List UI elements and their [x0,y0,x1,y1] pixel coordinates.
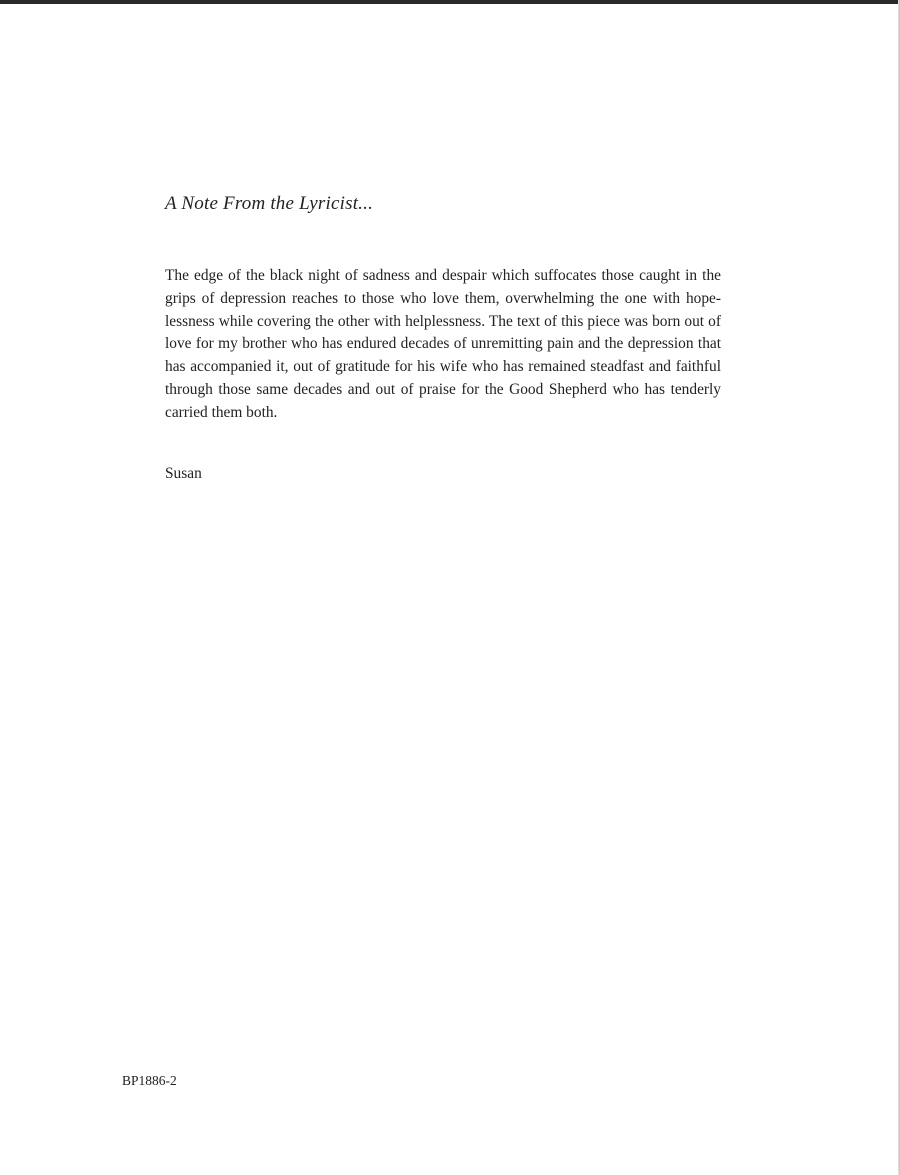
page-top-edge [0,0,900,4]
page-code: BP1886-2 [122,1073,177,1088]
note-title: A Note From the Lyricist... [165,193,374,214]
note-body: The edge of the black night of sadness and despair which suffocates those caught in the grips of depression reaches to those who love them, overwhelming the one with hope-lessness while covering the other with helplessness. The text of this piece was born out of love for my brother who has endured decades of unremitting pain and the depression that has accompanied it, out of gratitude for his wife who has remained steadfast and faithful through those same decades and out of praise for the Good Shepherd who has tenderly carried them both. [165,267,721,421]
signature: Susan [165,465,202,482]
